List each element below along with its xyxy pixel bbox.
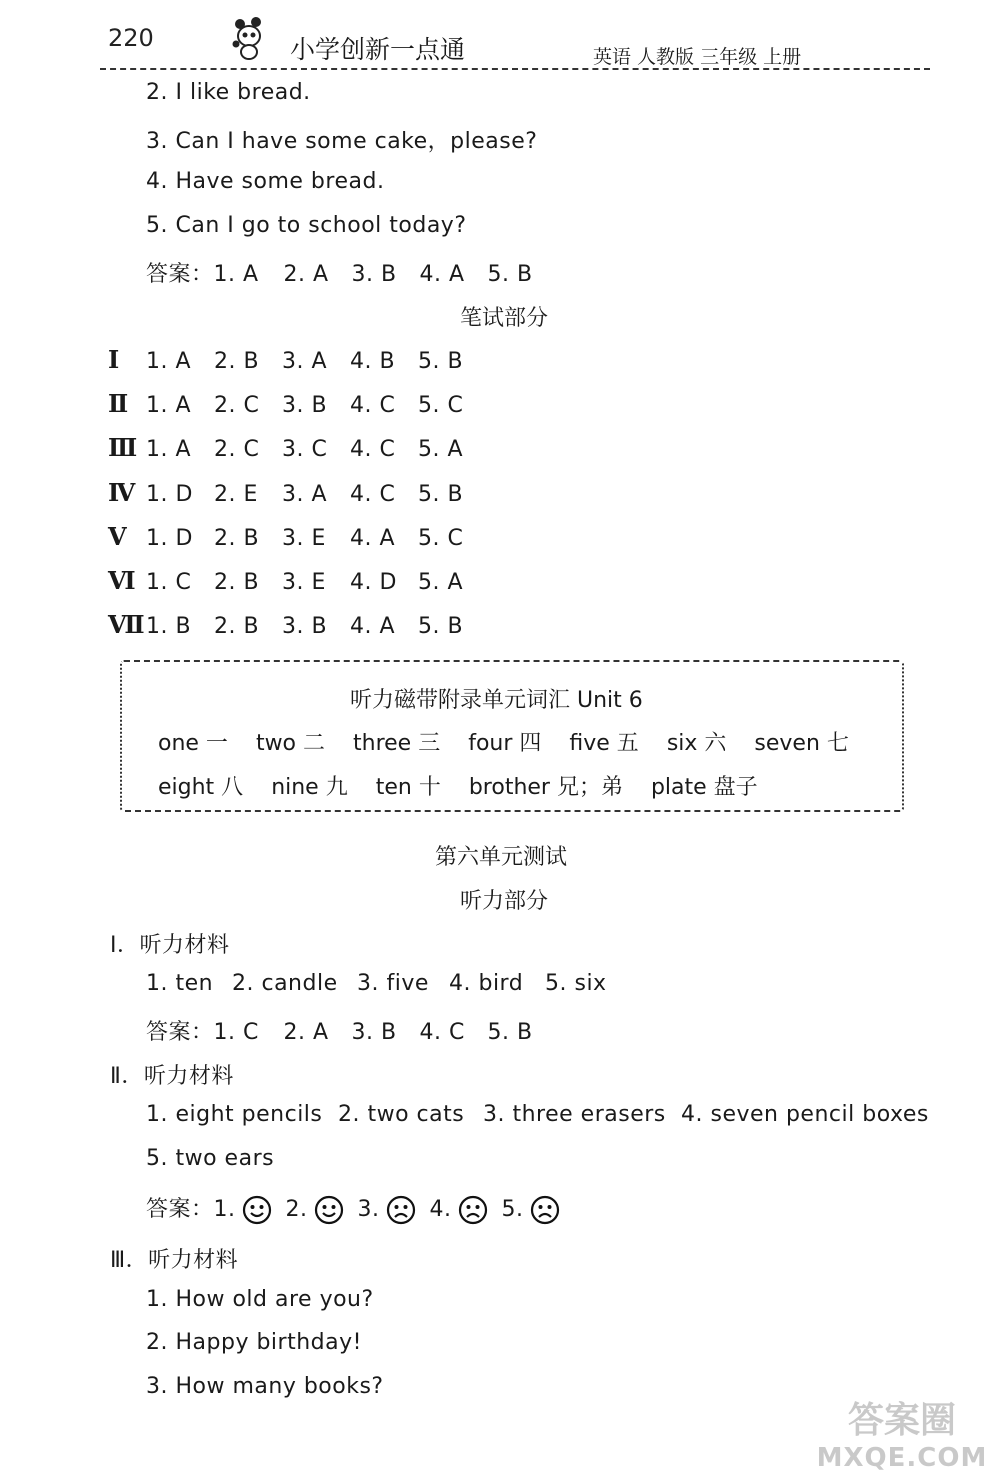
panda-logo-icon [228,14,270,60]
answer: 1. A [146,349,192,374]
roman-numeral: Ⅱ [108,389,129,418]
item: 3. five [357,971,429,996]
item: 4. seven pencil boxes [681,1102,929,1127]
sad-face-icon [386,1195,416,1225]
answer: 1. B [146,614,192,639]
roman-numeral: Ⅴ [108,522,128,551]
answer-number: 2. [285,1197,308,1222]
part-heading: Ⅲ．听力材料 [110,1248,239,1273]
unit-test-title: 第六单元测试 [435,845,568,870]
book-title: 小学创新一点通 [290,35,466,64]
roman-numeral: Ⅵ [108,566,137,595]
answer: 3. B [282,614,328,639]
item: 1. eight pencils [146,1102,323,1127]
answer: 2. A [283,262,329,287]
answer-number: 1. [213,1197,236,1222]
smiley-face-icon [314,1195,344,1225]
vocab-item: nine 九 [271,775,348,800]
vocab-item: four 四 [468,731,542,756]
answer: 1. A [213,262,259,287]
answer-label: 答案： [146,262,214,287]
answer: 4. A [350,614,396,639]
answer: 2. B [214,526,260,551]
watermark-logo [812,1392,992,1476]
answer-label: 答案： [146,1020,214,1045]
answer: 3. A [282,349,328,374]
answer-row [108,522,463,551]
vocab-item: one 一 [158,731,228,756]
answer-number: 5. [501,1197,524,1222]
item: 4. bird [449,971,524,996]
roman-numeral: Ⅶ [108,610,146,639]
vocab-item: ten 十 [375,775,441,800]
answer: 2. C [214,393,260,418]
part-heading: Ⅰ．听力材料 [110,933,230,958]
text-line: 3. How many books? [146,1374,384,1399]
page-number: 220 [108,24,154,52]
answer-row [108,610,463,639]
text-line: 2. I like bread. [146,80,311,105]
watermark-text: 答案圈 [847,1400,956,1441]
face-answer-row [146,1192,574,1225]
answer-row [108,566,463,595]
answer: 5. C [418,393,464,418]
item-line: 5. two ears [146,1146,275,1171]
item: 3. three erasers [483,1102,666,1127]
answer: 4. A [350,526,396,551]
answer: 4. C [350,393,396,418]
text-line: 4. Have some bread. [146,169,385,194]
roman-numeral: Ⅰ [108,345,120,374]
text-line: 3. Can I have some cake，please? [146,129,538,154]
unit-test-subtitle: 听力部分 [460,889,549,914]
answer: 2. C [214,437,260,462]
vocab-row [158,770,786,801]
answer-label: 答案： [146,1197,214,1222]
roman-numeral: Ⅲ [108,433,138,462]
answer: 4. A [419,262,465,287]
answer-row [108,389,463,418]
item: 1. ten [146,971,214,996]
answer: 2. B [214,570,260,595]
answer: 1. A [146,437,192,462]
vocab-item: three 三 [353,731,441,756]
sad-face-icon [458,1195,488,1225]
item-row [146,1102,929,1127]
answer-number: 4. [429,1197,452,1222]
answer: 5. B [418,614,464,639]
answer-row [146,257,533,288]
answer-row [108,433,463,462]
item: 5. six [545,971,607,996]
answer: 1. C [146,570,192,595]
answer: 2. B [214,349,260,374]
answer-row [108,345,463,374]
text-line: 1. How old are you? [146,1287,374,1312]
answer: 1. A [146,393,192,418]
answer-row [108,478,463,507]
vocab-item: brother 兄；弟 [468,775,623,800]
answer: 4. D [350,570,397,595]
answer: 3. C [282,437,328,462]
item: 2. candle [232,971,338,996]
text-line: 2. Happy birthday! [146,1330,362,1355]
answer: 2. A [283,1020,329,1045]
roman-numeral: Ⅳ [108,478,136,507]
smiley-face-icon [242,1195,272,1225]
watermark-url: MXQE.COM [816,1443,988,1473]
answer: 5. B [487,262,533,287]
answer: 3. B [282,393,328,418]
answer: 1. D [146,482,193,507]
answer: 4. C [350,482,396,507]
answer: 3. B [351,262,397,287]
answer: 2. E [214,482,258,507]
vocab-row [158,726,849,757]
answer: 3. B [351,1020,397,1045]
answer: 5. B [418,482,464,507]
part-heading: Ⅱ．听力材料 [110,1064,234,1089]
answer: 4. C [350,437,396,462]
vocab-item: six 六 [666,731,727,756]
vocab-item: plate 盘子 [650,775,758,800]
subject-info: 英语 人教版 三年级 上册 [593,46,802,68]
vocab-item: five 五 [569,731,639,756]
vocab-box-title: 听力磁带附录单元词汇 Unit 6 [350,688,643,713]
answer-number: 3. [357,1197,380,1222]
vocab-item: two 二 [255,731,326,756]
vocab-item: eight 八 [158,775,244,800]
answer: 1. D [146,526,193,551]
vocab-item: seven 七 [754,731,849,756]
item-row [146,971,607,996]
answer: 1. C [213,1020,259,1045]
answer: 2. B [214,614,260,639]
section-title: 笔试部分 [460,306,549,331]
answer: 5. C [418,526,464,551]
answer: 3. E [282,526,326,551]
item: 2. two cats [338,1102,465,1127]
answer: 5. B [487,1020,533,1045]
answer: 3. A [282,482,328,507]
header-divider [100,68,930,70]
answer: 5. A [418,437,464,462]
answer: 5. A [418,570,464,595]
answer: 4. C [419,1020,465,1045]
text-line: 5. Can I go to school today? [146,213,467,238]
answer: 3. E [282,570,326,595]
sad-face-icon [530,1195,560,1225]
answer-row [146,1015,533,1046]
answer: 4. B [350,349,396,374]
answer: 5. B [418,349,464,374]
